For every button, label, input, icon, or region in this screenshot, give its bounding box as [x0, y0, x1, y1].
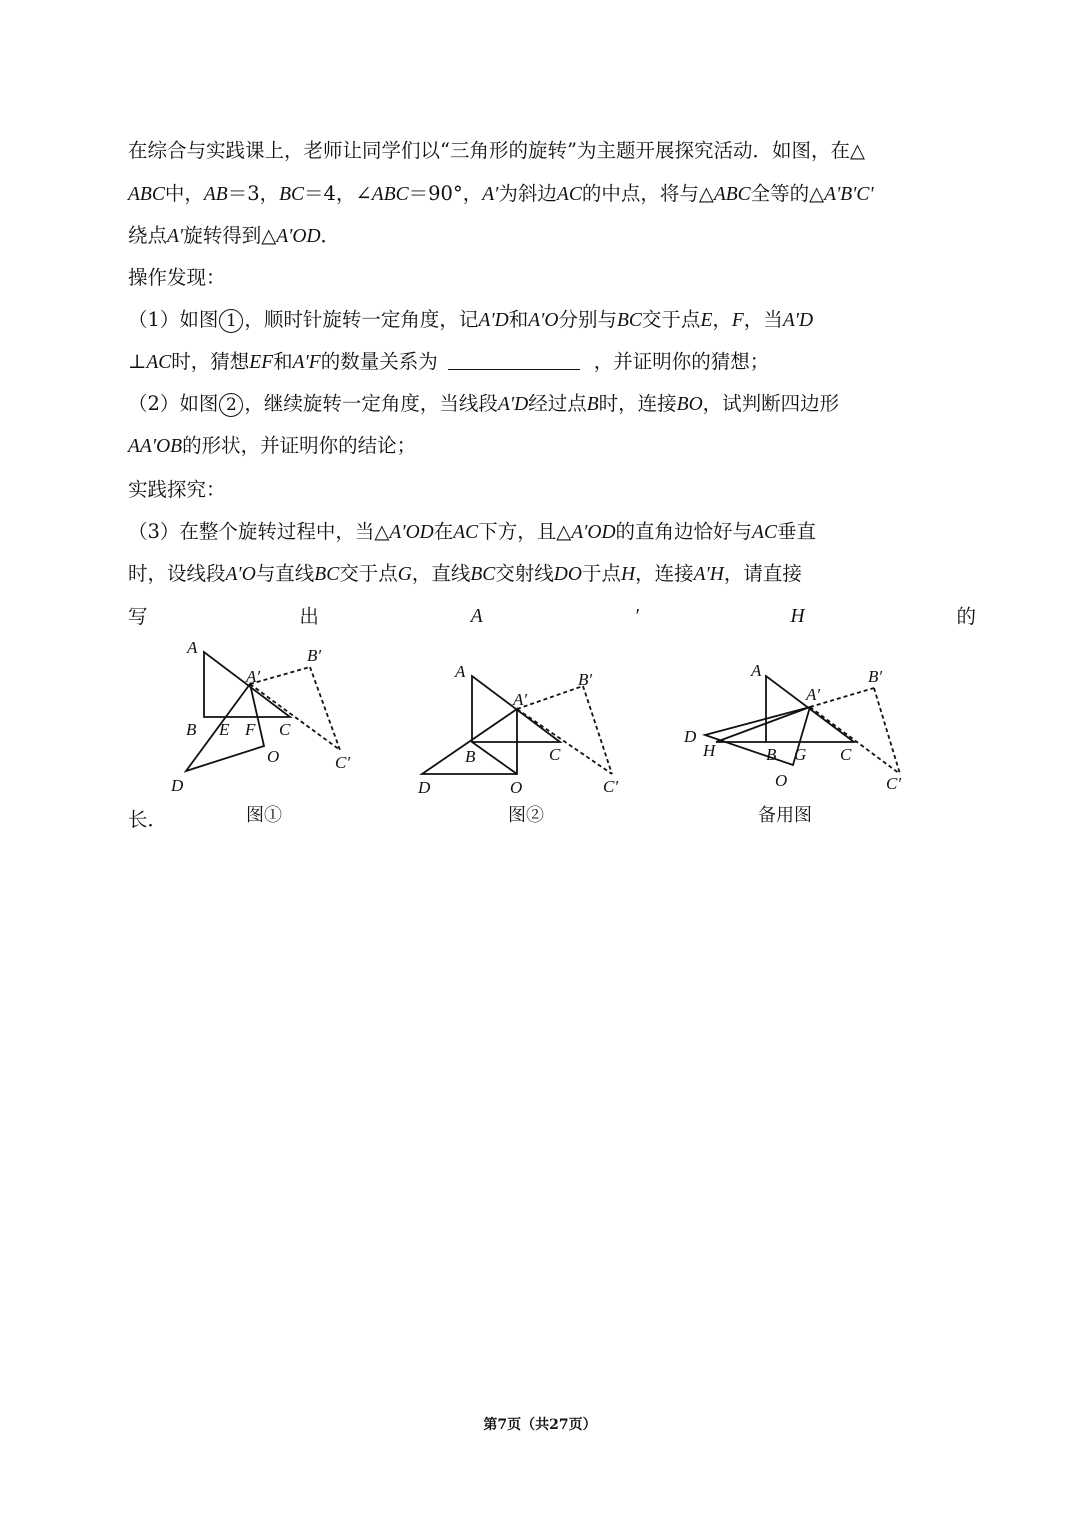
- label-a: A: [187, 638, 198, 657]
- label-a: A: [455, 662, 466, 681]
- label-c-prime: C′: [603, 777, 619, 796]
- question-1-line-2: ⊥AC时，猜想EF和A′F的数量关系为 ，并证明你的猜想；: [128, 350, 770, 373]
- question-3-line-3: 写 出 A ′ H 的: [128, 605, 976, 628]
- label-b: B: [766, 745, 777, 764]
- page-footer: 第7页（共27页）: [483, 1417, 597, 1433]
- label-o: O: [510, 778, 523, 797]
- dashed-b1-c1: [874, 688, 900, 774]
- section-heading-practice: 实践探究：: [128, 478, 226, 501]
- label-d: D: [684, 727, 697, 746]
- problem-line-1: [128, 137, 865, 165]
- dashed-a1-c1: [810, 707, 900, 774]
- label-b: B: [465, 747, 476, 766]
- problem-line-3: 绕点A′旋转得到△A′OD．: [128, 224, 341, 247]
- figure-1-caption: 图①: [246, 805, 282, 826]
- label-b-prime: B′: [578, 670, 593, 689]
- label-d: D: [418, 778, 431, 797]
- segment-a1h: [716, 707, 810, 742]
- figure-spare: [680, 650, 920, 800]
- segment-bo: [472, 742, 517, 774]
- problem-line-2: ABC中，AB＝3，BC＝4，∠ABC＝90°，A′为斜边AC的中点，将与△ABC全等的△A'B'C': [128, 182, 874, 205]
- label-o: O: [775, 771, 788, 790]
- label-a-prime: A′: [246, 667, 261, 686]
- label-d: D: [171, 776, 184, 795]
- section-heading-operation: 操作发现：: [128, 266, 226, 289]
- figure-ref-2: 2: [219, 393, 243, 417]
- figure-ref-1: 1: [219, 309, 243, 333]
- label-c-prime: C′: [886, 774, 902, 793]
- figure-2-caption: 图②: [508, 805, 544, 826]
- answer-blank[interactable]: [448, 351, 580, 370]
- question-2-line-1: （2）如图 2 ，继续旋转一定角度，当线段A′D经过点B时，连接BO，试判断四边形: [128, 392, 840, 415]
- label-b-prime: B′: [868, 667, 883, 686]
- dashed-b1-c1: [310, 667, 340, 750]
- label-c: C: [840, 745, 852, 764]
- question-1-line-1: （1）如图 1 ，顺时针旋转一定角度，记A′D和A′O分别与BC交于点E，F，当A′D: [128, 308, 814, 331]
- label-h: H: [703, 741, 716, 760]
- question-3-line-2: 时，设线段A′O与直线BC交于点G，直线BC交射线DO于点H，连接A′H，请直接: [128, 562, 802, 585]
- label-c: C: [279, 720, 291, 739]
- label-a-prime: A′: [806, 685, 821, 704]
- figure-2: [410, 650, 640, 800]
- label-a: A: [751, 661, 762, 680]
- label-c-prime: C′: [335, 753, 351, 772]
- label-g: G: [794, 745, 807, 764]
- label-c: C: [549, 745, 561, 764]
- label-f: F: [245, 720, 256, 739]
- figure-1: [160, 630, 380, 800]
- question-3-line-1: （3）在整个旋转过程中，当△A′OD在AC下方，且△A′OD的直角边恰好与AC垂直: [128, 520, 816, 543]
- dashed-b1-c1: [583, 686, 612, 774]
- label-e: E: [219, 720, 230, 739]
- question-3-line-4: 长．: [128, 808, 168, 831]
- question-2-line-2: AA′OB的形状，并证明你的结论；: [128, 434, 417, 457]
- label-a-prime: A′: [513, 690, 528, 709]
- figure-spare-caption: 备用图: [758, 805, 812, 826]
- label-o: O: [267, 747, 280, 766]
- label-b-prime: B′: [307, 646, 322, 665]
- label-b: B: [186, 720, 197, 739]
- problem-text: 在综合与实践课上，老师让同学们以“三角形的旋转”为主题开展探究活动．如图，在△: [128, 139, 865, 162]
